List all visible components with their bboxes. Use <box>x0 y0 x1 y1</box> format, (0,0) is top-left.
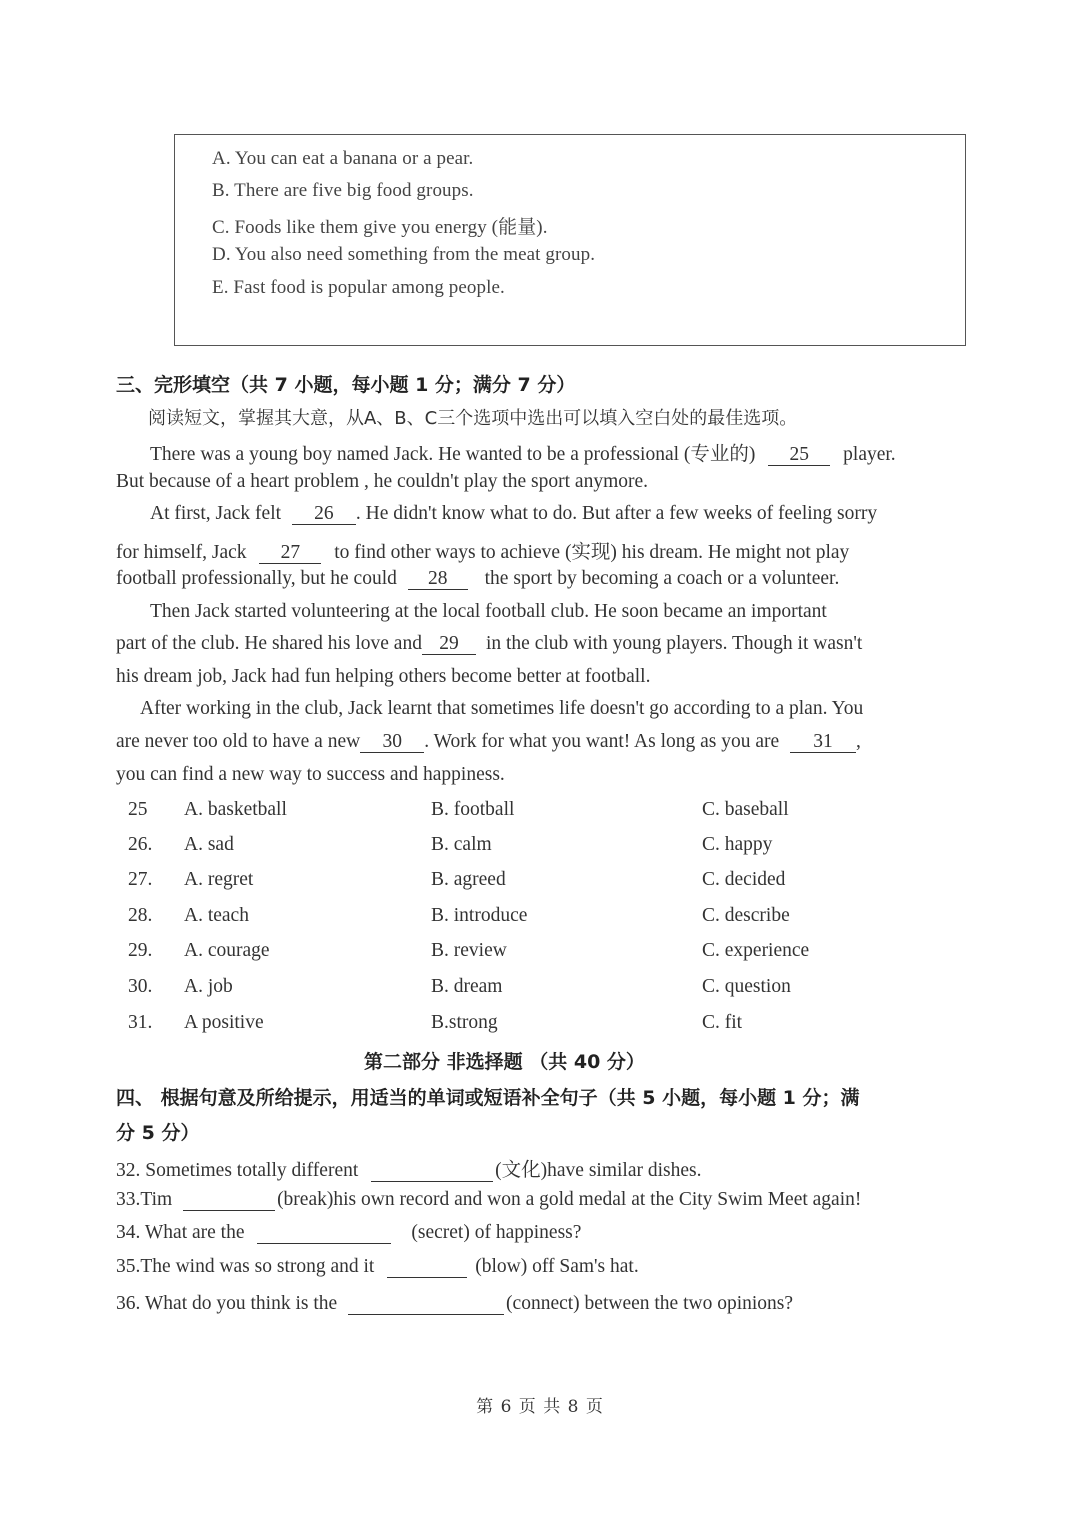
passage-line-5 <box>116 568 839 590</box>
choice-b[interactable]: B. review <box>431 940 507 961</box>
passage-line-9: After working in the club, Jack learnt that sometimes life doesn't go according to a plan. You <box>140 698 864 719</box>
choice-c[interactable]: C. question <box>702 976 791 997</box>
passage-text: in the club with young players. Though it wasn't <box>485 633 863 654</box>
choice-a[interactable]: A. basketball <box>184 799 287 820</box>
item-text: 32. Sometimes totally different <box>116 1160 359 1181</box>
choice-a[interactable]: A. courage <box>184 940 270 961</box>
item-text: 36. What do you think is the <box>116 1293 338 1314</box>
fill-item-32 <box>116 1154 701 1182</box>
passage-text: , <box>856 731 861 752</box>
page-footer: 第 6 页 共 8 页 <box>476 1397 604 1417</box>
choice-b[interactable]: B. calm <box>431 834 492 855</box>
passage-line-10 <box>116 731 861 753</box>
choice-b[interactable]: B. introduce <box>431 905 528 926</box>
blank-28[interactable]: 28 <box>408 568 468 590</box>
question-number: 30. <box>128 976 153 997</box>
blank-30[interactable]: 30 <box>360 731 424 753</box>
section4-heading-cont: 分 5 分） <box>116 1122 200 1144</box>
fill-item-33 <box>116 1189 861 1211</box>
choice-b[interactable]: B. dream <box>431 976 503 997</box>
option-b: B. There are five big food groups. <box>212 180 474 201</box>
passage-text: player. <box>843 444 896 465</box>
choice-b[interactable]: B. football <box>431 799 515 820</box>
passage-line-6: Then Jack started volunteering at the local football club. He soon became an important <box>150 601 827 622</box>
item-text: (break)his own record and won a gold medal at the City Swim Meet again! <box>277 1189 862 1210</box>
question-number: 27. <box>128 869 153 890</box>
passage-line-2: But because of a heart problem , he couldn't play the sport anymore. <box>116 471 649 492</box>
choice-c[interactable]: C. decided <box>702 869 786 890</box>
question-number: 26. <box>128 834 153 855</box>
passage-text: There was a young boy named Jack. He wanted to be a professional (专业的) <box>150 444 756 465</box>
question-number: 29. <box>128 940 153 961</box>
blank-31[interactable]: 31 <box>790 731 856 753</box>
option-c: C. Foods like them give you energy (能量). <box>212 217 548 238</box>
choice-b[interactable]: B. agreed <box>431 869 506 890</box>
section3-instruction: 阅读短文，掌握其大意，从A、B、C三个选项中选出可以填入空白处的最佳选项。 <box>148 408 798 429</box>
choice-a[interactable]: A. job <box>184 976 233 997</box>
choice-a[interactable]: A positive <box>184 1012 264 1033</box>
passage-line-1 <box>150 438 896 466</box>
passage-text: football professionally, but he could <box>116 568 397 589</box>
passage-text: part of the club. He shared his love and <box>116 633 422 654</box>
blank-26[interactable]: 26 <box>292 503 356 525</box>
passage-text: are never too old to have a new <box>116 731 361 752</box>
choice-c[interactable]: C. describe <box>702 905 790 926</box>
answer-blank-32[interactable] <box>371 1160 493 1182</box>
item-text: 34. What are the <box>116 1222 245 1243</box>
section4-heading: 四、 根据句意及所给提示，用适当的单词或短语补全句子（共 5 小题，每小题 1 分；满 <box>116 1087 860 1109</box>
passage-text: the sport by becoming a coach or a volunteer. <box>484 568 840 589</box>
passage-text: to find other ways to achieve (实现) his dream. He might not play <box>334 542 850 563</box>
question-number: 28. <box>128 905 153 926</box>
choice-c[interactable]: C. happy <box>702 834 773 855</box>
choice-b[interactable]: B.strong <box>431 1012 498 1033</box>
passage-line-4 <box>116 536 849 564</box>
option-a: A. You can eat a banana or a pear. <box>212 148 474 169</box>
section3-heading: 三、完形填空（共 7 小题，每小题 1 分；满分 7 分） <box>116 374 576 396</box>
part2-heading: 第二部分 非选择题 （共 40 分） <box>364 1051 645 1073</box>
passage-text: . Work for what you want! As long as you are <box>424 731 780 752</box>
question-number: 25 <box>128 799 148 820</box>
item-text: 33.Tim <box>116 1189 173 1210</box>
fill-item-35 <box>116 1256 639 1278</box>
blank-29[interactable]: 29 <box>422 633 476 655</box>
item-text: (secret) of happiness? <box>411 1222 582 1243</box>
answer-blank-36[interactable] <box>348 1293 504 1315</box>
passage-line-8: his dream job, Jack had fun helping others become better at football. <box>116 666 651 687</box>
choice-c[interactable]: C. experience <box>702 940 810 961</box>
choice-c[interactable]: C. fit <box>702 1012 743 1033</box>
item-text: (文化)have similar dishes. <box>495 1160 702 1181</box>
item-text: 35.The wind was so strong and it <box>116 1256 375 1277</box>
passage-line-11: you can find a new way to success and happiness. <box>116 764 505 785</box>
item-text: (connect) between the two opinions? <box>506 1293 794 1314</box>
answer-blank-34[interactable] <box>257 1222 391 1244</box>
blank-25[interactable]: 25 <box>768 444 830 466</box>
passage-text: . He didn't know what to do. But after a few weeks of feeling sorry <box>355 503 878 524</box>
choice-a[interactable]: A. teach <box>184 905 249 926</box>
option-e: E. Fast food is popular among people. <box>212 277 505 298</box>
passage-text: for himself, Jack <box>116 542 247 563</box>
fill-item-36 <box>116 1293 793 1315</box>
passage-line-3 <box>150 503 877 525</box>
passage-line-7 <box>116 633 862 655</box>
question-number: 31. <box>128 1012 153 1033</box>
choice-c[interactable]: C. baseball <box>702 799 789 820</box>
choice-a[interactable]: A. regret <box>184 869 254 890</box>
answer-blank-33[interactable] <box>183 1189 275 1211</box>
option-d: D. You also need something from the meat group. <box>212 244 596 265</box>
passage-text: At first, Jack felt <box>150 503 282 524</box>
fill-item-34 <box>116 1222 581 1244</box>
answer-blank-35[interactable] <box>387 1256 467 1278</box>
blank-27[interactable]: 27 <box>259 542 321 564</box>
item-text: (blow) off Sam's hat. <box>475 1256 639 1277</box>
choice-a[interactable]: A. sad <box>184 834 234 855</box>
